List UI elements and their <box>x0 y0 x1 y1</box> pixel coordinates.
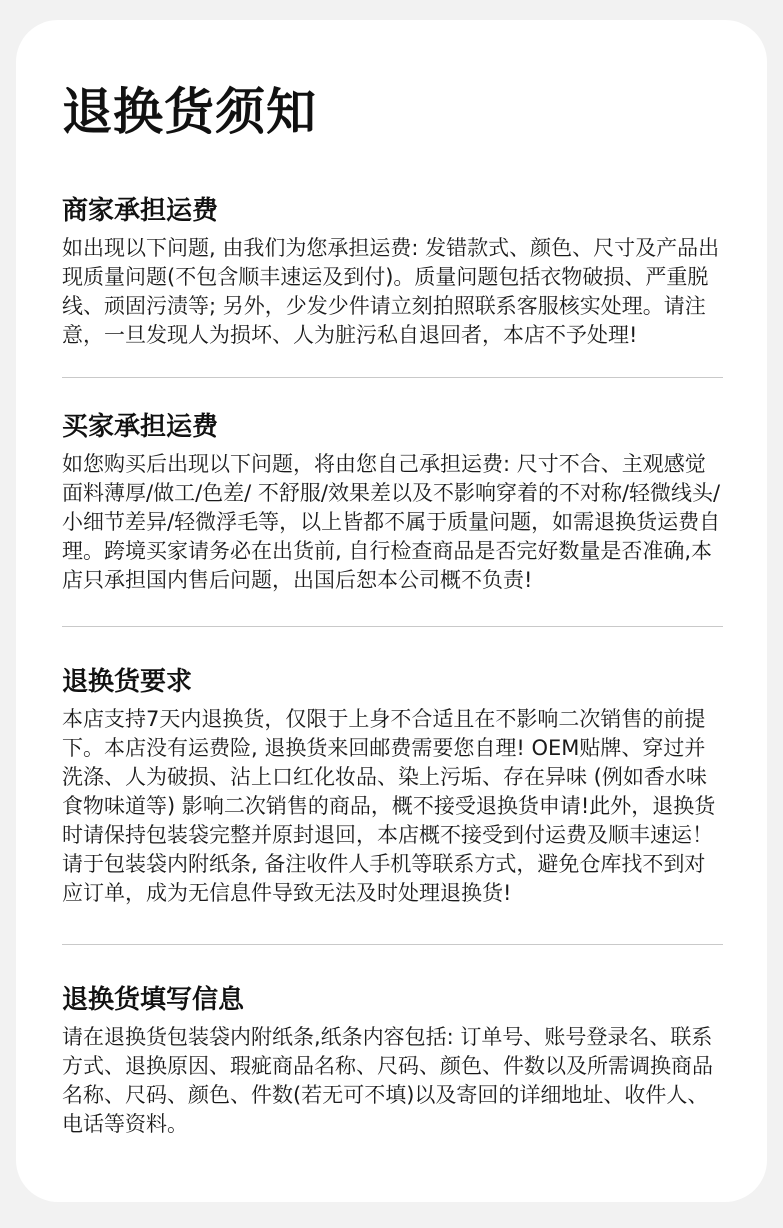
section-seller-pays-shipping <box>62 194 723 350</box>
section-divider <box>62 626 723 627</box>
section-body: 如您购买后出现以下问题，将由您自己承担运费: 尺寸不合、主观感觉面料薄厚/做工/色差/ 不舒服/效果差以及不影响穿着的不对称/轻微线头/小细节差异/轻微浮毛等，以上皆都不属于质量问题，如需退换货运费自理。跨境买家请务必在出货前, 自行检查商品是否完好数量是否准确,本店只承担国内售后问题，出国后恕本公司概不负责! <box>62 452 721 592</box>
section-title: 买家承担运费 <box>62 412 219 442</box>
section-body: 请在退换货包装袋内附纸条,纸条内容包括: 订单号、账号登录名、联系方式、退换原因、瑕疵商品名称、尺码、颜色、件数以及所需调换商品名称、尺码、颜色、件数(若无可不填)以及寄回的详细地址、收件人、电话等资料。 <box>62 1025 713 1136</box>
page-title: 退换货须知 <box>62 83 317 141</box>
section-return-requirements <box>62 665 723 908</box>
section-body: 如出现以下问题, 由我们为您承担运费: 发错款式、颜色、尺寸及产品出现质量问题(不包含顺丰速运及到付)。质量问题包括衣物破损、严重脱线、顽固污渍等; 另外，少发少件请立刻拍照联系客服核实处理。请注意，一旦发现人为损坏、人为脏污私自退回者，本店不予处理! <box>62 236 720 347</box>
section-divider <box>62 944 723 945</box>
section-divider <box>62 377 723 378</box>
section-title: 退换货要求 <box>62 667 193 697</box>
section-buyer-pays-shipping <box>62 410 723 595</box>
section-return-info <box>62 983 723 1139</box>
section-title: 退换货填写信息 <box>62 985 245 1015</box>
section-title: 商家承担运费 <box>62 196 219 226</box>
section-body: 本店支持7天内退换货，仅限于上身不合适且在不影响二次销售的前提下。本店没有运费险, 退换货来回邮费需要您自理! OEM贴牌、穿过并洗涤、人为破损、沾上口红化妆品、染上污垢、存在异味 (例如香水味食物味道等) 影响二次销售的商品，概不接受退换货申请!此外，退换货时请保持包装袋完整并原封退回，本店概不接受到付运费及顺丰速运！请于包装袋内附纸条, 备注收件人手机等联系方式，避免仓库找不到对应订单，成为无信息件导致无法及时处理退换货! <box>62 707 716 905</box>
notice-card <box>16 20 767 1202</box>
